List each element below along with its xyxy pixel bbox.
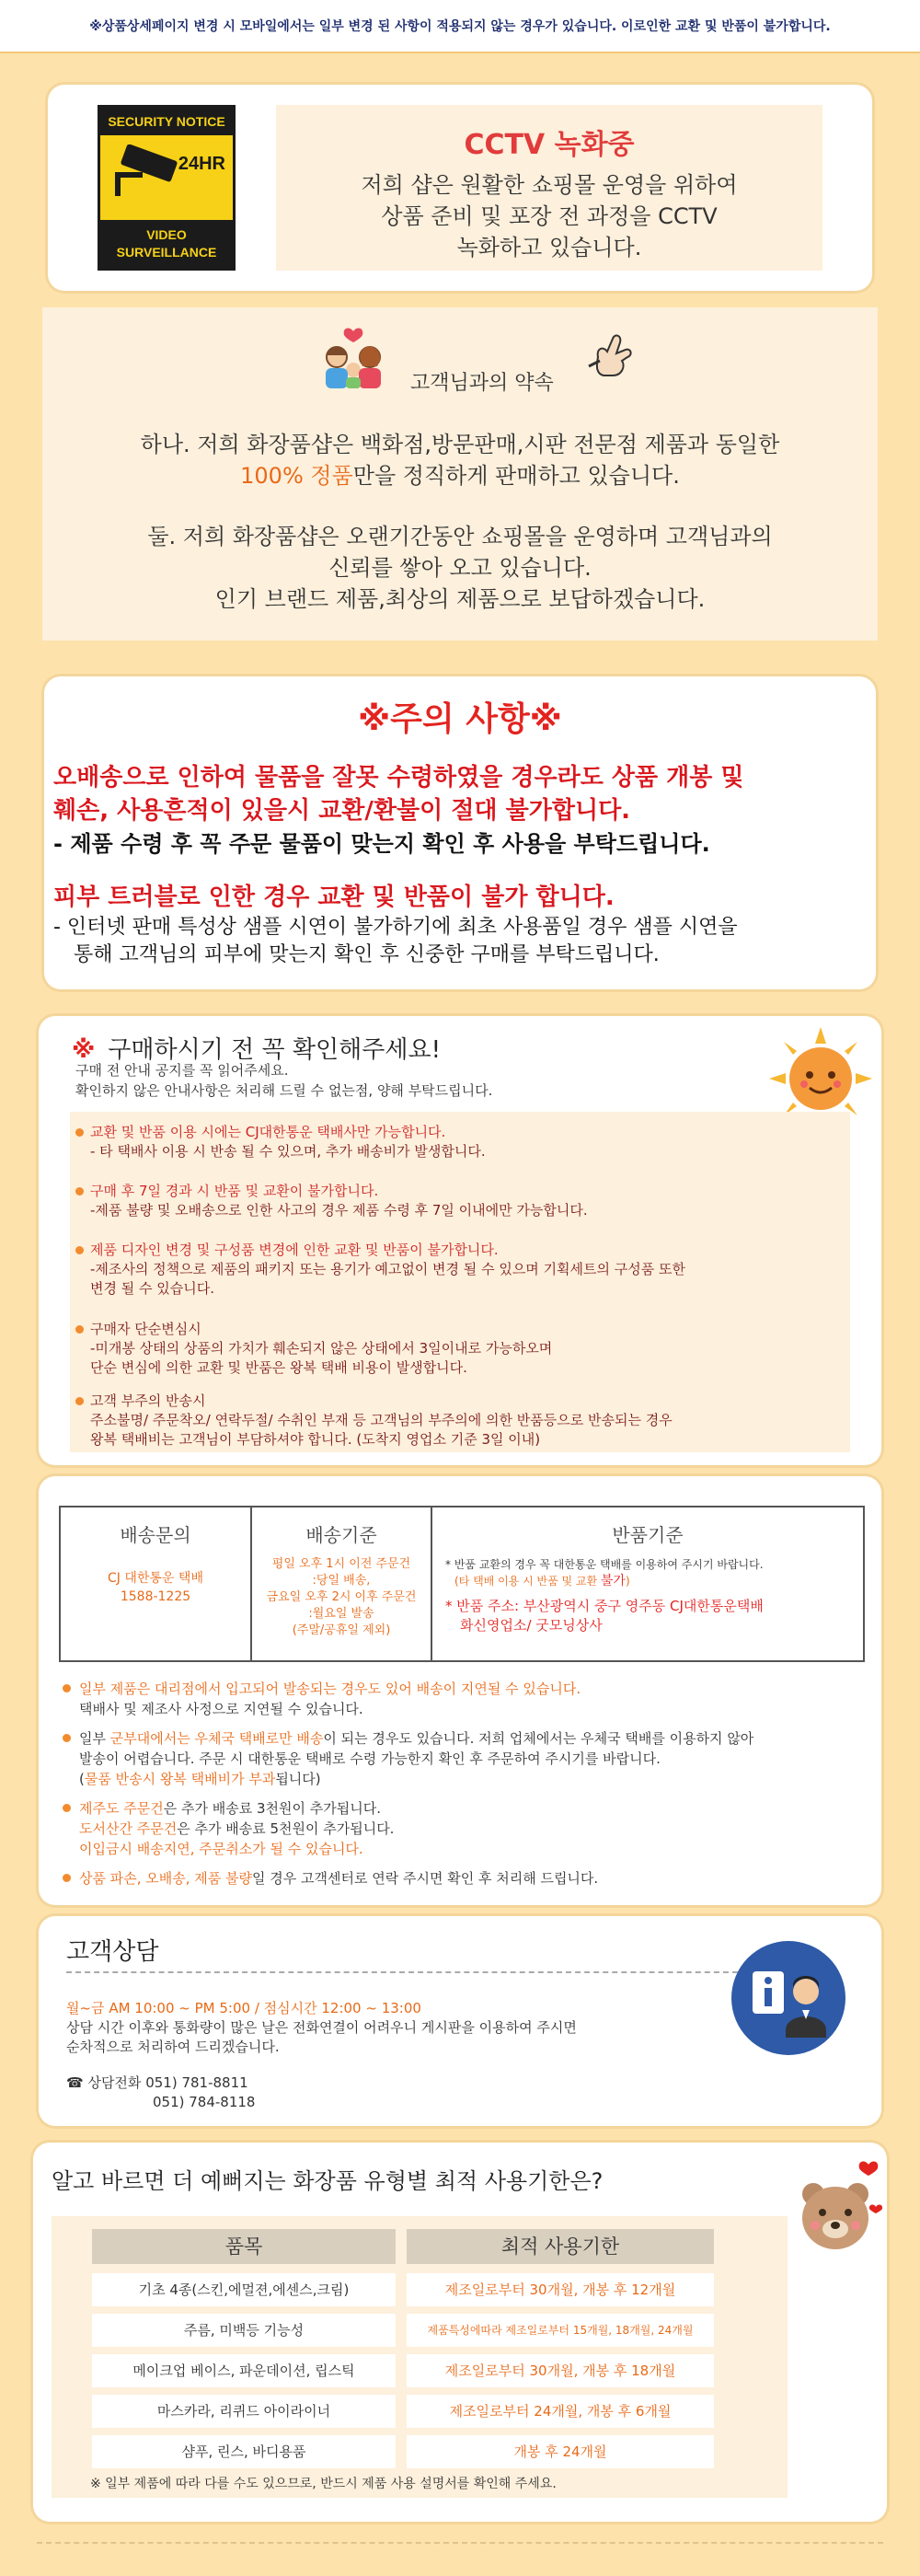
- table-header-period: 최적 사용기한: [407, 2229, 714, 2264]
- courier-name: CJ 대한통운 택배: [108, 1571, 203, 1586]
- security-sign: [98, 105, 236, 271]
- shipping-table: [59, 1506, 865, 1662]
- caution-warning: 오배송으로 인하여 물품을 잘못 수령하였을 경우라도 상품 개봉 및: [53, 764, 744, 791]
- promise-title: 고객님과의 약속: [410, 372, 554, 395]
- unavailable-text: 불가: [600, 1574, 626, 1588]
- table-row-period: 개봉 후 24개월: [407, 2435, 714, 2468]
- note-line: [79, 1798, 861, 1819]
- col-header: 배송문의: [120, 1524, 191, 1546]
- bullet-icon: [63, 1804, 71, 1812]
- list-item: [90, 1241, 845, 1299]
- return-address: 화신영업소/ 굿모닝상사: [460, 1617, 603, 1634]
- note-highlight: 군부대에서는 우체국 택배로만 배송: [109, 1730, 324, 1747]
- note-line: 일부 제품은 대리점에서 입고되어 발송되는 경우도 있어 배송이 지연될 수 있습니다.: [79, 1681, 581, 1697]
- purchase-title-text: 구매하시기 전 꼭 확인해주세요!: [108, 1036, 442, 1064]
- ship-rule: 금요일 오후 2시 이후 주문건: [266, 1590, 417, 1604]
- note-text: 은 추가 배송료 3천원이 추가됩니다.: [163, 1800, 381, 1817]
- note-highlight: 물품 반송시 왕복 택배비가 부과: [84, 1771, 276, 1787]
- return-rule: [445, 1573, 863, 1589]
- return-address: * 반품 주소: 부산광역시 중구 영주동 CJ대한통운택배: [445, 1598, 764, 1614]
- return-rule-text: (타 택배 이용 시 반품 및 교환: [454, 1575, 601, 1588]
- item-body: -제품 불량 및 오배송으로 인한 사고의 경우 제품 수령 후 7일 이내에만 가능합니다.: [90, 1202, 588, 1219]
- expiry-note: ※ 일부 제품에 따라 다를 수도 있으므로, 반드시 제품 사용 설명서를 확인해 주세요.: [90, 2477, 557, 2491]
- note-line: [79, 1819, 861, 1839]
- ship-rule: :월요일 발송: [308, 1607, 374, 1621]
- table-row-period: 제품특성에따라 제조일로부터 15개월, 18개월, 24개월: [407, 2314, 714, 2347]
- intro-line: 구매 전 안내 공지를 꼭 읽어주세요.: [75, 1062, 289, 1079]
- shipping-note: [79, 1868, 861, 1889]
- shipping-note: [79, 1728, 861, 1789]
- purchase-intro: [75, 1060, 492, 1101]
- sign-surveillance: SURVEILLANCE: [116, 245, 217, 260]
- caution-card: [44, 676, 876, 989]
- pinky-promise-hand-icon: [585, 329, 640, 385]
- bullet-icon: [75, 1325, 84, 1334]
- consult-details: [66, 1999, 577, 2112]
- item-heading: 구매 후 7일 경과 시 반품 및 교환이 불가합니다.: [90, 1183, 379, 1199]
- table-row-item: 기초 4종(스킨,에멀젼,에센스,크림): [92, 2273, 396, 2306]
- sign-bottom: [100, 220, 233, 268]
- intro-line: 확인하지 않은 안내사항은 처리해 드릴 수 없는점, 양해 부탁드립니다.: [75, 1082, 493, 1099]
- promise-text: [42, 460, 878, 491]
- cctv-title: CCTV 녹화중: [464, 129, 635, 161]
- cctv-card: [48, 85, 872, 291]
- courier-phone: 1588-1225: [120, 1589, 191, 1604]
- caution-warning: 훼손, 사용흔적이 있을시 교환/환불이 절대 불가합니다.: [53, 797, 631, 825]
- return-standard-col: [432, 1507, 863, 1660]
- table-row-item: 샴푸, 린스, 바디용품: [92, 2435, 396, 2468]
- purchase-notice-card: [39, 1016, 881, 1465]
- note-text: 은 추가 배송료 5천원이 추가됩니다.: [177, 1820, 395, 1837]
- customer-service-card: [39, 1916, 881, 2126]
- item-heading: 제품 디자인 변경 및 구성품 변경에 인한 교환 및 반품이 불가합니다.: [90, 1242, 499, 1258]
- cctv-body: [276, 169, 822, 263]
- note-line: [79, 1728, 861, 1749]
- caution-instruction: - 제품 수령 후 꼭 주문 물품이 맞는지 확인 후 사용을 부탁드립니다.: [53, 831, 710, 857]
- bullet-icon: [63, 1874, 71, 1882]
- table-header-item: 품목: [92, 2229, 396, 2264]
- note-text: 일 경우 고객센터로 연락 주시면 확인 후 처리해 드립니다.: [252, 1870, 599, 1887]
- bullet-icon: [63, 1734, 71, 1742]
- note-highlight: 도서산간 주문건: [79, 1820, 178, 1837]
- purchase-notice-list: [70, 1112, 850, 1452]
- item-heading: 구매자 단순변심시: [90, 1321, 201, 1337]
- promise-header: [272, 326, 659, 395]
- item-body: 왕복 택배비는 고객님이 부담하셔야 합니다. (도착지 영업소 기준 3일 이내): [90, 1431, 541, 1448]
- return-rule: * 반품 교환의 경우 꼭 대한통운 택배를 이용하여 주시기 바랍니다.: [445, 1558, 764, 1571]
- family-icon: [316, 326, 399, 390]
- sign-top-text: SECURITY NOTICE: [100, 108, 233, 135]
- bullet-icon: [63, 1684, 71, 1692]
- cctv-body-line: 녹화하고 있습니다.: [456, 235, 642, 260]
- note-text: 이 되는 경우도 있습니다. 저희 업체에서는 우체국 택배를 이용하지 않아: [323, 1730, 754, 1747]
- consult-title: 고객상담: [66, 1938, 159, 1966]
- divider: [66, 1971, 738, 1973]
- note-line: 이입금시 배송지연, 주문취소가 될 수 있습니다.: [79, 1841, 363, 1857]
- list-item: [90, 1320, 845, 1378]
- note-line: 발송이 어렵습니다. 주문 시 대한통운 택배로 수령 가능한지 확인 후 주문하여 주시기를 바랍니다.: [79, 1750, 661, 1767]
- reference-mark: ※: [72, 1036, 96, 1064]
- note-highlight: 상품 파손, 오배송, 제품 불량: [79, 1870, 252, 1887]
- promise-text: 만을 정직하게 판매하고 있습니다.: [352, 463, 680, 489]
- item-body: -제조사의 정책으로 제품의 패키지 또는 용기가 예고없이 변경 될 수 있으며 기획세트의 구성품 또한: [90, 1261, 686, 1277]
- sign-24hr: 24HR: [178, 154, 225, 174]
- caution-warning: 피부 트러블로 인한 경우 교환 및 반품이 불가 합니다.: [53, 884, 615, 911]
- shipping-standard-col: [252, 1507, 432, 1660]
- shipping-card: [39, 1476, 881, 1905]
- item-body: 변경 될 수 있습니다.: [90, 1280, 214, 1297]
- shipping-note: [79, 1679, 861, 1719]
- ship-rule: 평일 오후 1시 이전 주문건: [271, 1557, 411, 1571]
- cctv-body-line: 상품 준비 및 포장 전 과정을 CCTV: [381, 203, 718, 229]
- phone-label: ☎ 상담전화: [66, 2074, 142, 2091]
- business-hours: 월~금 AM 10:00 ~ PM 5:00 / 점심시간 12:00 ~ 13:00: [66, 2000, 421, 2016]
- ship-rule: :당일 배송,: [312, 1574, 371, 1588]
- top-notice: ※상품상세페이지 변경 시 모바일에서는 일부 변경 된 사항이 적용되지 않는 경우가 있습니다. 이로인한 교환 및 반품이 불가합니다.: [0, 0, 920, 53]
- item-heading: 교환 및 반품 이용 시에는 CJ대한통운 택배사만 가능합니다.: [90, 1124, 446, 1140]
- note-line: [79, 1868, 861, 1889]
- list-item: [90, 1182, 845, 1220]
- bullet-icon: [75, 1397, 84, 1405]
- promise-text: 인기 브랜드 제품,최상의 제품으로 보답하겠습니다.: [214, 586, 706, 612]
- note-line: 택배사 및 제조사 사정으로 지연될 수 있습니다.: [79, 1701, 363, 1717]
- list-item: [90, 1392, 845, 1450]
- item-body: 주소불명/ 주문착오/ 연락두절/ 수취인 부재 등 고객님의 부주의에 의한 반품등으로 반송되는 경우: [90, 1412, 673, 1428]
- promise-point-1: [42, 429, 878, 491]
- item-body: 단순 변심에 의한 교환 및 반품은 왕복 택배 비용이 발생합니다.: [90, 1359, 467, 1376]
- info-agent-icon: [729, 1938, 848, 2058]
- item-body: - 타 택배사 이용 시 반송 될 수 있으며, 추가 배송비가 발생합니다.: [90, 1143, 486, 1160]
- phone-number[interactable]: 051) 784-8118: [153, 2094, 256, 2110]
- return-rule-text: ): [625, 1575, 630, 1588]
- table-row-item: 마스카라, 리퀴드 아이라이너: [92, 2395, 396, 2428]
- bear-mascot-icon: [797, 2159, 885, 2270]
- col-header: 반품기준: [612, 1524, 684, 1546]
- cctv-text-box: [276, 105, 822, 271]
- promise-text: 하나. 저희 화장품샵은 백화점,방문판매,시판 전문점 제품과 동일한: [140, 432, 780, 457]
- expiry-table: [52, 2216, 788, 2498]
- bullet-icon: [75, 1187, 84, 1196]
- expiry-title: 알고 바르면 더 예뻐지는 화장품 유형별 최적 사용기한은?: [52, 2168, 604, 2194]
- note-text: 됩니다): [275, 1771, 321, 1787]
- sign-video: VIDEO: [146, 227, 187, 242]
- col-header: 배송기준: [305, 1524, 377, 1546]
- ship-rule: (주말/공휴일 제외): [292, 1623, 391, 1637]
- consult-line: 상담 시간 이후와 통화량이 많은 날은 전화연결이 어려우니 게시판을 이용하여 주시면: [66, 2019, 577, 2036]
- shipping-note: [79, 1798, 861, 1859]
- note-text: (: [79, 1771, 85, 1787]
- table-row-period: 제조일로부터 30개월, 개봉 후 12개월: [407, 2273, 714, 2306]
- bullet-icon: [75, 1128, 84, 1137]
- note-highlight: 제주도 주문건: [79, 1800, 164, 1817]
- table-row-period: 제조일로부터 24개월, 개봉 후 6개월: [407, 2395, 714, 2428]
- caution-instruction: - 인터넷 판매 특성상 샘플 시연이 불가하기에 최초 사용품일 경우 샘플 시연을: [53, 916, 738, 939]
- expiry-card: [33, 2143, 887, 2522]
- phone-row: [66, 2074, 577, 2093]
- caution-instruction: 통해 고객님의 피부에 맞는지 확인 후 신중한 구매를 부탁드립니다.: [74, 943, 660, 966]
- phone-number[interactable]: 051) 781-8811: [145, 2074, 248, 2091]
- promise-text: 신뢰를 쌓아 오고 있습니다.: [328, 555, 592, 581]
- table-row-item: 메이크업 베이스, 파운데이션, 립스틱: [92, 2354, 396, 2387]
- cctv-body-line: 저희 샵은 원활한 쇼핑몰 운영을 위하여: [361, 172, 738, 198]
- table-row-period: 제조일로부터 30개월, 개봉 후 18개월: [407, 2354, 714, 2387]
- note-line: [79, 1769, 861, 1789]
- shipping-inquiry-col: [61, 1507, 252, 1660]
- promise-point-2: [42, 521, 878, 615]
- note-text: 일부: [79, 1730, 110, 1747]
- bullet-icon: [75, 1246, 84, 1254]
- list-item: [90, 1123, 845, 1161]
- table-row-item: 주름, 미백등 기능성: [92, 2314, 396, 2347]
- promise-text: 둘. 저희 화장품샵은 오랜기간동안 쇼핑몰을 운영하며 고객님과의: [147, 524, 773, 549]
- caution-title: ※주의 사항※: [358, 700, 562, 738]
- promise-section: [42, 307, 878, 641]
- consult-line: 순차적으로 처리하여 드리겠습니다.: [66, 2039, 280, 2055]
- item-heading: 고객 부주의 반송시: [90, 1392, 206, 1409]
- bottom-divider: [37, 2542, 883, 2544]
- genuine-highlight: 100% 정품: [240, 463, 353, 489]
- item-body: -미개봉 상태의 상품의 가치가 훼손되지 않은 상태에서 3일이내로 가능하오며: [90, 1340, 553, 1357]
